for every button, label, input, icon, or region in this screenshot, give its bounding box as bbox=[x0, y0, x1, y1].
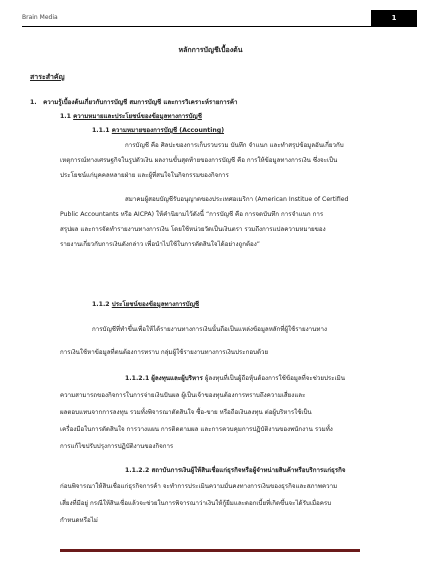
paragraph-line: ประโยชน์แก่บุคคลหลายฝ่าย และผู้ที่สนใจในกิจกรรมของกิจการ bbox=[60, 172, 229, 179]
section-1-heading bbox=[30, 99, 238, 107]
paragraph-line: เหตุการณ์ทางเศรษฐกิจในรูปตัวเงิน ผลงานขั้นสุดท้ายของการบัญชี คือ การให้ข้อมูลทางการเงิน ซึ่งจะเป็น bbox=[60, 157, 338, 164]
section-1-1-2-1-text: ผู้ลงทุนที่เป็นผู้ถือหุ้นต้องการใช้ข้อมูลที่จะช่วยประเมิน bbox=[204, 375, 345, 382]
paragraph-line: รายงานเกี่ยวกับการเงินดังกล่าว เพื่อนำไปใช้ในการตัดสินใจได้อย่างถูกต้อง” bbox=[60, 241, 260, 248]
paragraph-line: การเงินใช้หาข้อมูลที่ตนต้องการทราบ กลุ่มผู้ใช้รายงานทางการเงินประกอบด้วย bbox=[60, 349, 269, 356]
page-number-badge bbox=[371, 10, 417, 26]
paragraph-line: สรุปผล และการจัดทำรายงานทางการเงิน โดยใช้หน่วยวัดเป็นเงินตรา รวมถึงการแปลความหมายของ bbox=[60, 226, 326, 233]
section-1-1-2-2-title: สถาบันการเงินผู้ให้สินเชื่อแก่ธุรกิจหรือผู้จำหน่ายสินค้าหรือบริการแก่ธุรกิจ bbox=[151, 467, 346, 474]
section-1-1-1-heading bbox=[92, 127, 224, 135]
section-1-1-title: ความหมายและประโยชน์ของข้อมูลทางการบัญชี bbox=[73, 113, 202, 120]
section-1-1-2-heading bbox=[92, 301, 199, 309]
section-1-1-2-title: ประโยชน์ของข้อมูลทางการบัญชี bbox=[111, 301, 200, 308]
summary-heading: สาระสำคัญ bbox=[30, 73, 65, 81]
document-title: หลักการบัญชีเบื้องต้น bbox=[178, 46, 243, 54]
section-1-1-2-1-title: ผู้ลงทุนและผู้บริหาร bbox=[151, 375, 203, 382]
paragraph-line: Public Accountants หรือ AICPA) ให้คำนิยามไว้ดังนี้ “การบัญชี คือ การจดบันทึก การจำแนก การ bbox=[60, 211, 324, 218]
header-brand: Brain Media bbox=[22, 14, 58, 21]
paragraph-line: เสี่ยงที่มีอยู่ กรณีให้สินเชื่อแล้วจะช่วยในการพิจารณาว่าเงินให้กู้ยืมและดอกเบี้ยที่เกิดขึ้นจะได้รับเมื่อครบ bbox=[60, 500, 332, 507]
footer-rule bbox=[60, 549, 360, 552]
page-number: 1 bbox=[391, 14, 397, 22]
section-1-1-2-1-number: 1.1.2.1 bbox=[125, 375, 150, 382]
paragraph-line: การแก้ไขปรับปรุงการปฏิบัติงานของกิจการ bbox=[60, 443, 174, 450]
paragraph-line: ก่อนพิจารณาให้สินเชื่อแก่ธุรกิจการค้า จะทำการประเมินความมั่นคงทางการเงินของธุรกิจและสภาพความ bbox=[60, 483, 338, 490]
paragraph-line: สมาคมผู้สอบบัญชีรับอนุญาตของประเทศอเมริกา (American Institue of Certified bbox=[125, 196, 349, 203]
section-1-1-2-2-number: 1.1.2.2 bbox=[125, 467, 150, 474]
section-1-1-1-number: 1.1.1 bbox=[92, 127, 110, 134]
section-1-title: ความรู้เบื้องต้นเกี่ยวกับการบัญชี สมการบัญชี และการวิเคราะห์รายการค้า bbox=[43, 99, 238, 106]
section-1-1-1-title: ความหมายของการบัญชี (Accounting) bbox=[111, 127, 225, 134]
paragraph-line: กำหนดหรือไม่ bbox=[60, 517, 98, 524]
section-1-1-number: 1.1 bbox=[60, 113, 71, 120]
section-1-1-2-number: 1.1.2 bbox=[92, 301, 110, 308]
paragraph-line: เครื่องมือในการตัดสินใจ การวางแผน การติดตามผล และการควบคุมการปฏิบัติงานของพนักงาน รวมทั้ง bbox=[60, 426, 333, 433]
section-1-1-heading bbox=[60, 113, 202, 121]
paragraph-line: ผลตอบแทนจากการลงทุน รวมทั้งพิจารณาตัดสินใจ ซื้อ-ขาย หรือถือเงินลงทุน ต่อผู้บริหารใช้เป็น bbox=[60, 409, 312, 416]
section-1-number: 1. bbox=[30, 99, 37, 106]
section-1-1-2-1-line bbox=[125, 375, 345, 383]
header-rule bbox=[22, 26, 417, 27]
section-1-1-2-2-heading bbox=[125, 467, 345, 475]
paragraph-line: การบัญชีที่ทำขึ้นเพื่อให้ได้รายงานทางการเงินนั้นถือเป็นแหล่งข้อมูลหลักที่ผู้ใช้รายงานทาง bbox=[92, 326, 327, 333]
paragraph-line: ความสามารถของกิจการในการจ่ายเงินปันผล ผู้เป็นเจ้าของทุนต้องการทราบถึงความเสี่ยงและ bbox=[60, 392, 306, 399]
paragraph-line: การบัญชี คือ ศิลปะของการเก็บรวบรวม บันทึก จำแนก และทำสรุปข้อมูลอันเกี่ยวกับ bbox=[125, 142, 344, 149]
